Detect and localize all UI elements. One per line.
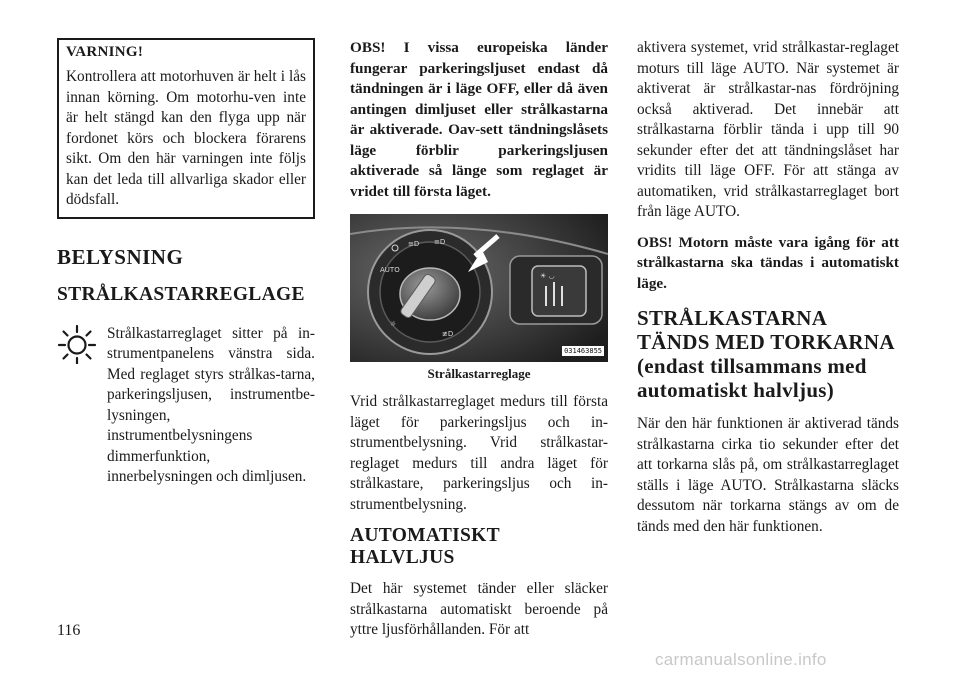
headlamp-sun-icon	[57, 324, 97, 364]
wipers-text: När den här funktionen är aktiverad tänds strålkastarna cirka tio sekunder efter det att torkarna slås på, om strålkastarreglaget ställs i läge AUTO. Strålkastarna släcks dessutom när torkarna stängs av om de tänds med den här funktionen.	[637, 415, 899, 535]
column-left	[57, 38, 315, 488]
watermark: carmanualsonline.info	[655, 650, 827, 669]
svg-text:AUTO: AUTO	[380, 266, 400, 274]
figure-caption: Strålkastarreglage	[427, 366, 531, 381]
headlamp-switch-illustration	[350, 214, 608, 362]
figure-code: 031463855	[564, 347, 602, 355]
auto-text: Det här systemet tänder eller släcker strålkastarna automatiskt beroende på yttre ljusförhållanden. För att	[350, 580, 608, 638]
svg-text:≡D: ≡D	[408, 240, 420, 248]
page-number: 116	[57, 622, 81, 639]
headlamp-switch-figure	[350, 214, 608, 362]
auto-heading: AUTOMATISKT HALVLJUS	[350, 525, 500, 568]
intro-text-content: Strålkastarreglaget sitter på in-strumentpanelens vänstra sida. Med reglaget styrs strålkas-tarna, parkeringsljusen, instrumentbe-lysningen, instrumentbelysningens dimmerfunktion, innerbelysningen och dimljusen.	[107, 324, 315, 485]
europe-note: OBS! I vissa europeiska länder fungerar parkeringsljuset endast då tändningen är i läge OFF, eller då även antingen dimljuset eller strålkastarna är aktiverade. Oav-sett tändningslåsets läge förblir parkeringsljusen aktiverade så länge som reglaget är vridet till första läget.	[350, 39, 608, 200]
svg-text:☀ ◡: ☀ ◡	[540, 272, 555, 280]
section-heading: BELYSNING	[57, 244, 184, 269]
svg-text:≡D: ≡D	[434, 238, 446, 246]
warning-box	[57, 38, 315, 219]
body-text: Vrid strålkastarreglaget medurs till första läget för parkeringsljus och in-strumentbelysning. Vrid strålkastar-reglaget medurs till andra läget för strålkastare, parkeringsljus och in-strumentbelysning.	[350, 393, 608, 513]
svg-text:☼: ☼	[390, 320, 397, 328]
intro-paragraph-block	[57, 324, 315, 488]
svg-text:≢D: ≢D	[442, 330, 454, 338]
warning-title: VARNING!	[66, 44, 144, 60]
subheading-headlamp-switch: STRÅLKASTARREGLAGE	[57, 283, 305, 305]
continued-text: aktivera systemet, vrid strålkastar-reglaget moturs till läge AUTO. När systemet är aktiverat är strålkastar-nas fördröjning också aktiverad. Det innebär att strålkastarna förblir tända i upp till 90 sekunder efter det att tändningslåset har vridits till läge OFF. För att stänga av automatiken, vrid strålkastarreglaget bort från läge AUTO.	[637, 39, 899, 220]
warning-text: Kontrollera att motorhuven är helt i lås innan körning. Om motorhu-ven inte är helt stängd kan den flyga upp när fordonet körs och blockera förarens sikt. Om den här varningen inte följs kan det leda till allvarliga skador eller dödsfall.	[66, 68, 306, 208]
engine-note: OBS! Motorn måste vara igång för att strålkastarna ska tändas i automatiskt läge.	[637, 233, 899, 292]
column-middle	[350, 38, 608, 641]
wipers-heading: STRÅLKASTARNA TÄNDS MED TORKARNA (endast tillsammans med automatiskt halvljus)	[637, 306, 894, 402]
column-right	[637, 38, 899, 537]
